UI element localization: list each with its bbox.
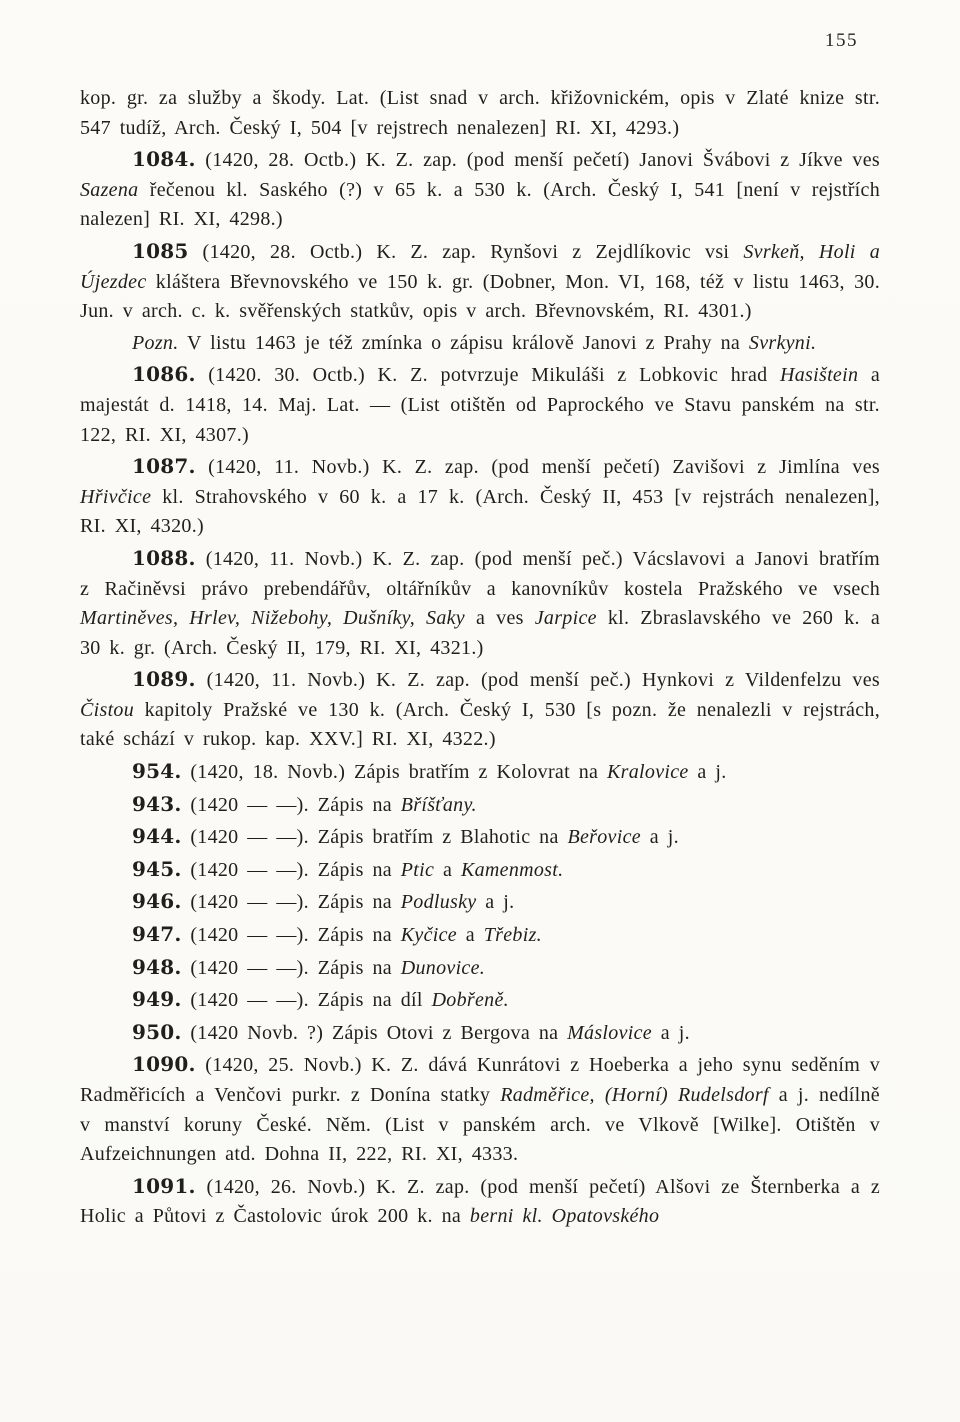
italic-text-segment: Dunovice. [400, 956, 486, 979]
entry-949 [80, 985, 880, 1016]
entry-1084 [80, 145, 880, 235]
italic-text-segment: Pozn. [132, 331, 179, 354]
entry-number: 1089. [132, 667, 196, 692]
entry-943 [80, 790, 880, 821]
italic-text-segment: Třebiz. [483, 924, 542, 947]
italic-text-segment: Sazena [80, 178, 139, 201]
entry-950 [80, 1018, 880, 1049]
text-segment: řečenou kl. Saského (?) v 65 k. a 530 k. (Arch. Český I, 541 [není v rejstřích nalezen] RI. XI, 4298.) [80, 178, 880, 231]
entry-number: 1087. [132, 454, 196, 479]
entry-number: 1084. [132, 147, 196, 172]
italic-text-segment: (Horní) Rudelsdorf [604, 1084, 769, 1106]
italic-text-segment: Hasištein [780, 364, 859, 387]
italic-text-segment: berni kl. Opatovského [469, 1205, 660, 1228]
text-segment: (1420, 28. Octb.) K. Z. zap. Rynšovi z Zejdlíkovic vsi [188, 240, 744, 263]
text-segment: kláštera Břevnovského ve 150 k. gr. (Dobner, Mon. VI, 168, též v listu 1463, 30. Jun. v arch. c. k. svěřenských statkův, opis v arch. Břevnovském, RI. 4301.) [80, 270, 880, 323]
entry-number: 947. [132, 922, 182, 947]
text-segment: a [434, 858, 461, 881]
text-segment: kl. Strahovského v 60 k. a 17 k. (Arch. Český II, 453 [v rejstrách nenalezen], RI. XI, 4320.) [80, 485, 880, 538]
text-segment: (1420 — —). Zápis na [181, 858, 401, 881]
entry-1090 [80, 1050, 880, 1169]
entry-number: 1088. [132, 545, 196, 570]
text-segment: (1420 — —). Zápis na [181, 891, 401, 914]
italic-text-segment: Radměřice, [500, 1084, 595, 1106]
italic-text-segment: Dobřeně. [431, 989, 509, 1012]
text-segment: a j. nedílně v manství koruny České. Něm. (List v panském arch. ve Vlkově [Wilke]. Otištěn v Aufzeichnungen atd. Dohna II, 222, RI. XI, 4333. [80, 1084, 880, 1166]
entry-944 [80, 822, 880, 853]
entry-954 [80, 757, 880, 788]
entry-number: 943. [132, 791, 182, 816]
italic-text-segment: Svrkeň, Holi a Újezdec [80, 240, 880, 293]
text-segment: (1420 Novb. ?) Zápis Otovi z Bergova na [181, 1021, 568, 1044]
entry-number: 949. [132, 987, 182, 1012]
text-segment: (1420. 30. Octb.) K. Z. potvrzuje Mikuláši z Lobkovic hrad [195, 364, 780, 387]
entry-947 [80, 920, 880, 951]
entry-945 [80, 855, 880, 886]
italic-text-segment: Kamenmost. [460, 858, 564, 881]
text-segment: (1420 — —). Zápis na [181, 924, 401, 947]
entry-1091 [80, 1172, 880, 1232]
text-segment: kop. gr. za služby a škody. Lat. (List snad v arch. křižovnickém, opis v Zlaté knize str. 547 tudíž, Arch. Český I, 504 [v rejstrech nenalezen] RI. XI, 4293.) [80, 87, 880, 139]
italic-text-segment: Podlusky [400, 891, 477, 914]
entry-number: 1090. [132, 1052, 196, 1077]
note-paragraph [80, 329, 880, 359]
text-segment: kapitoly Pražské ve 130 k. (Arch. Český I, 530 [s pozn. že nenalezli v rejstrách, také schází v rukop. kap. XXV.] RI. XI, 4322.) [80, 698, 880, 751]
text-block [80, 84, 880, 1232]
entry-number: 1085 [132, 238, 189, 263]
text-segment: a ves [464, 607, 535, 630]
text-segment [595, 1084, 605, 1106]
italic-text-segment: Martiněves, Hrlev, Nižebohy, Dušníky, Saky [80, 607, 465, 630]
entry-948 [80, 953, 880, 984]
text-segment: (1420 — —). Zápis na díl [181, 989, 432, 1012]
text-segment: a majestát d. 1418, 14. Maj. Lat. — (List otištěn od Paprockého ve Stavu panském na str. 122, RI. XI, 4307.) [80, 364, 880, 446]
italic-text-segment: Bříšťany. [400, 793, 477, 816]
text-segment: (1420, 11. Novb.) K. Z. zap. (pod menší pečetí) Zavišovi z Jimlína ves [195, 456, 880, 479]
text-segment: (1420, 28. Octb.) K. Z. zap. (pod menší pečetí) Janovi Švábovi z Jíkve ves [195, 149, 880, 172]
entry-946 [80, 887, 880, 918]
text-segment: V listu 1463 je též zmínka o zápisu králově Janovi z Prahy na [178, 331, 749, 354]
text-segment: a j. [651, 1021, 690, 1044]
italic-text-segment: Kyčice [400, 924, 457, 947]
text-segment: (1420 — —). Zápis na [181, 793, 401, 816]
italic-text-segment: Kralovice [607, 761, 689, 784]
entry-1085 [80, 237, 880, 327]
entry-number: 1086. [132, 362, 196, 387]
italic-text-segment: Čistou [80, 698, 135, 721]
entry-number: 945. [132, 856, 182, 881]
entry-1088 [80, 544, 880, 663]
entry-1089 [80, 665, 880, 755]
text-segment: a j. [688, 761, 727, 784]
text-segment: (1420, 11. Novb.) K. Z. zap. (pod menší peč.) Hynkovi z Vildenfelzu ves [195, 669, 880, 692]
italic-text-segment: Beřovice [567, 826, 641, 849]
page-number: 155 [825, 30, 858, 51]
text-segment: (1420, 25. Novb.) K. Z. dává Kunrátovi z Hoeberka a jeho synu seděním v Radměřicích a Venčovi purkr. z Donína statky [80, 1054, 880, 1106]
text-segment: (1420 — —). Zápis bratřím z Blahotic na [181, 826, 568, 849]
entry-1087 [80, 452, 880, 542]
italic-text-segment: Hřivčice [80, 485, 152, 508]
text-segment: (1420, 11. Novb.) K. Z. zap. (pod menší peč.) Vácslavovi a Janovi bratřím z Račiněvsi právo prebendářův, oltářníkův a kanovníkův kostela Pražského ve vsech [80, 547, 880, 600]
italic-text-segment: Máslovice [567, 1021, 652, 1044]
text-segment: (1420 — —). Zápis na [181, 956, 401, 979]
text-segment: a j. [476, 891, 515, 914]
italic-text-segment: Svrkyni. [748, 331, 817, 354]
entry-1086 [80, 360, 880, 450]
entry-number: 1091. [132, 1173, 196, 1198]
italic-text-segment: Ptic [400, 858, 435, 881]
entry-number: 946. [132, 889, 182, 914]
entry-number: 950. [132, 1019, 182, 1044]
text-segment: (1420, 18. Novb.) Zápis bratřím z Kolovrat na [181, 761, 608, 784]
text-segment: kl. Zbraslavského ve 260 k. a 30 k. gr. (Arch. Český II, 179, RI. XI, 4321.) [80, 607, 880, 659]
text-segment: a j. [640, 826, 679, 849]
text-segment: (1420, 26. Novb.) K. Z. zap. (pod menší pečetí) Alšovi ze Šternberka a z Holic a Půtovi z Častolovic úrok 200 k. na [80, 1175, 880, 1228]
entry-number: 954. [132, 759, 182, 784]
italic-text-segment: Jarpice [534, 607, 597, 630]
entry-number: 944. [132, 824, 182, 849]
entry-number: 948. [132, 954, 182, 979]
paragraph-continuation [80, 84, 880, 143]
text-segment: a [456, 924, 484, 947]
